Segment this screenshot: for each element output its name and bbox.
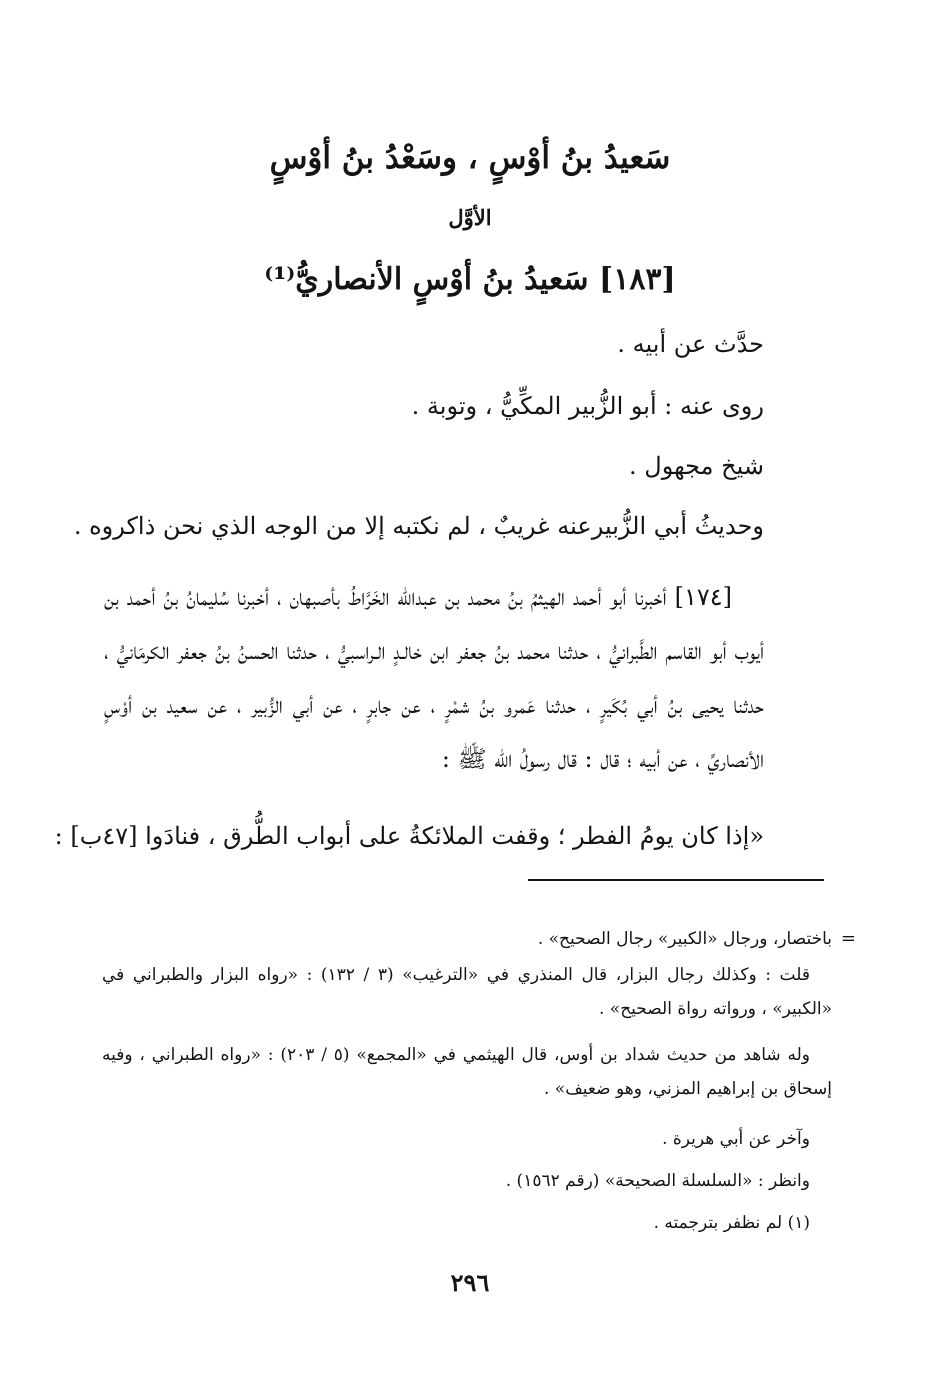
footnote-continuation [252,922,856,956]
footnote-1: (١) لم نظفر بترجمته . [653,1213,810,1233]
footnote-unzur: وانظر : «السلسلة الصحيحة» (رقم ١٥٦٢) . [505,1171,810,1191]
isnad-paragraph: [١٧٤] أخبرنا أبو أحمد الهيثمُ بنُ محمد بن عبدالله الخَرَّاطُ بأصبهان ، أخبرنا سُليمانُ بنُ أحمد بن أيوب أبو القاسم الطَّبرانيُّ ، حدثنا محمد بنُ جعفر ابن خالـدٍ الـراسبيُّ ، حدثنا الحسنُ بنُ جعفر الكرمَانيُّ ، حدثنا يحيى بنُ أبي بُكَيرٍ ، حدثنا عَمرو بنُ شمْرٍ ، عن جابرٍ ، عن أبي الزُّبير ، عن سعيد بن أوْسٍ الأنصاريِّ ، عن أبيه ؛ قال : قال رسولُ الله ﷺ : [104,583,764,773]
footnote-shahid: وله شاهد من حديث شداد بن أوس، قال الهيثمي في «المجمع» (٥ / ٢٠٣) : «رواه الطبراني ، وفيه إسحاق بن إبراهيم المزني، وهو ضعيف» . [102,1045,832,1099]
status-line: شيخ مجهول . [629,452,764,480]
hadith-text: «إذا كان يومُ الفطر ؛ وقفت الملائكةُ على أبواب الطُّرق ، فنادَوا [٤٧ب] : [54,822,764,850]
footnote-qult: قلت : وكذلك رجال البزار، قال المنذري في «الترغيب» (٣ / ١٣٢) : «رواه البزار والطبراني في «الكبير» ، ورواته رواة الصحيح» . [102,965,832,1019]
footnote-akhar: وآخر عن أبي هريرة . [662,1129,810,1149]
section-label: الأوَّل [448,205,492,230]
footnote-divider [528,879,824,881]
hadith-note-line: وحديثُ أبي الزُّبيرعنه غريبٌ ، لم نكتبه إلا من الوجه الذي نحن ذاكروه . [73,512,764,540]
entry-title: [١٨٣] سَعيدُ بنُ أوْسٍ الأنصاريُّ⁽¹⁾ [264,262,676,297]
reporters-line: روى عنه : أبو الزُّبير المكِّيُّ ، وتوبة . [411,392,764,420]
chapter-title: سَعيدُ بنُ أوْسٍ ، وسَعْدُ بنُ أوْسٍ [269,140,671,176]
footnote-continuation-text: باختصار، ورجال «الكبير» رجال الصحيح» . [537,929,832,949]
continuation-marker: = [840,928,856,949]
narrated-line: حدَّث عن أبيه . [617,330,764,358]
page-number: ٢٩٦ [450,1268,490,1297]
